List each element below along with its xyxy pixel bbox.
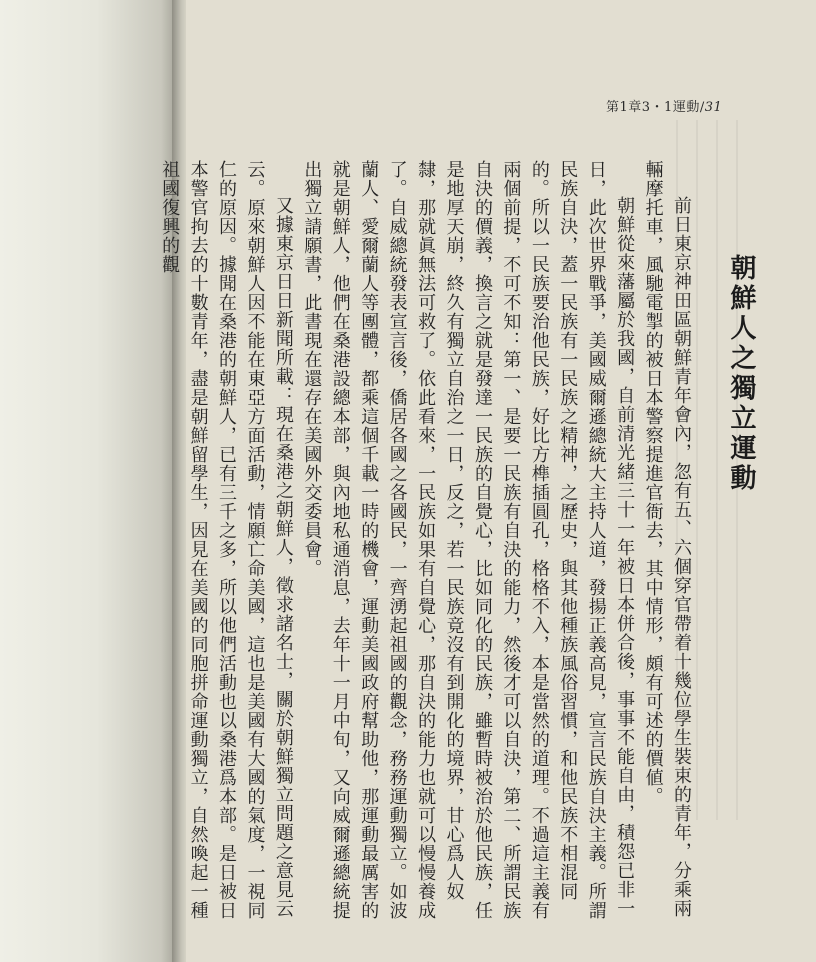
page-number: 31 — [704, 100, 723, 115]
paragraph-2: 朝鮮從來藩屬於我國，自前清光緒三十一年被日本併合後，事事不能自由，積怨已非一日，此次世界戰爭，美國威爾遜總統大主持人道，發揚正義高見，宣言民族自決主義。所謂民族自決，蓋一民族有一民族之精神，之歷史，與其他種族風俗習慣，和他民族不相混同的。所以一民族要治他民族，好比方榫插圓孔，格格不入，本是當然的道理。不過這主義有兩個前提，不可不知：第一、是要一民族有自決的能力，然後才可以自決，第二、所謂民族自決的價義，換言之就是發達一民族的自覺心，比如同化的民族，雖暫時被治於他民族，任是地厚天崩，終久有獨立自治之一日，反之，若一民族竟沒有到開化的境界，甘心爲人奴隸，那就眞無法可救了。依此看來，一民族如果有自覺心，那自決的能力也就可以慢慢養成了。自威總統發表宣言後，僑居各國之各國民，一齊湧起祖國的觀念，務務運動獨立。如波蘭人、愛爾蘭人等團體，都乘這個千載一時的機會，運動美國政府幫助他，那運動最厲害的就是朝鮮人，他們在桑港設總本部，與內地私通消息，去年十一月中旬，又向威爾遜總統提出獨立請願書，此書現在還存在美國外交委員會。 — [301, 160, 636, 920]
chapter-label: 第1章3・1運動 — [606, 100, 700, 115]
left-page — [0, 0, 175, 962]
running-header — [606, 96, 722, 115]
body-text — [159, 160, 695, 920]
section-title: 朝鮮人之獨立運動 — [726, 254, 756, 494]
header-separator: / — [699, 100, 705, 115]
paragraph-3: 又據東京日日新聞所載：現在桑港之朝鮮人，徵求諸名士，關於朝鮮獨立問題之意見云云。原來朝鮮人因不能在東亞方面活動，情願亡命美國，這也是美國有大國的氣度，一視同仁的原因。據聞在桑港的朝鮮人，已有三千之多，所以他們活動也以桑港爲本部。是日被日本警官拘去的十數青年，盡是朝鮮留學生，因見在美國的同胞拼命運動獨立，自然喚起一種祖國復興的觀 — [159, 160, 294, 920]
paragraph-1: 前日東京神田區朝鮮青年會內，忽有五、六個穿官帶着十幾位學生裝束的青年，分乘兩輛摩托車，風馳電掣的被日本警察提進官衙去，其中情形，頗有可述的價値。 — [642, 160, 692, 918]
